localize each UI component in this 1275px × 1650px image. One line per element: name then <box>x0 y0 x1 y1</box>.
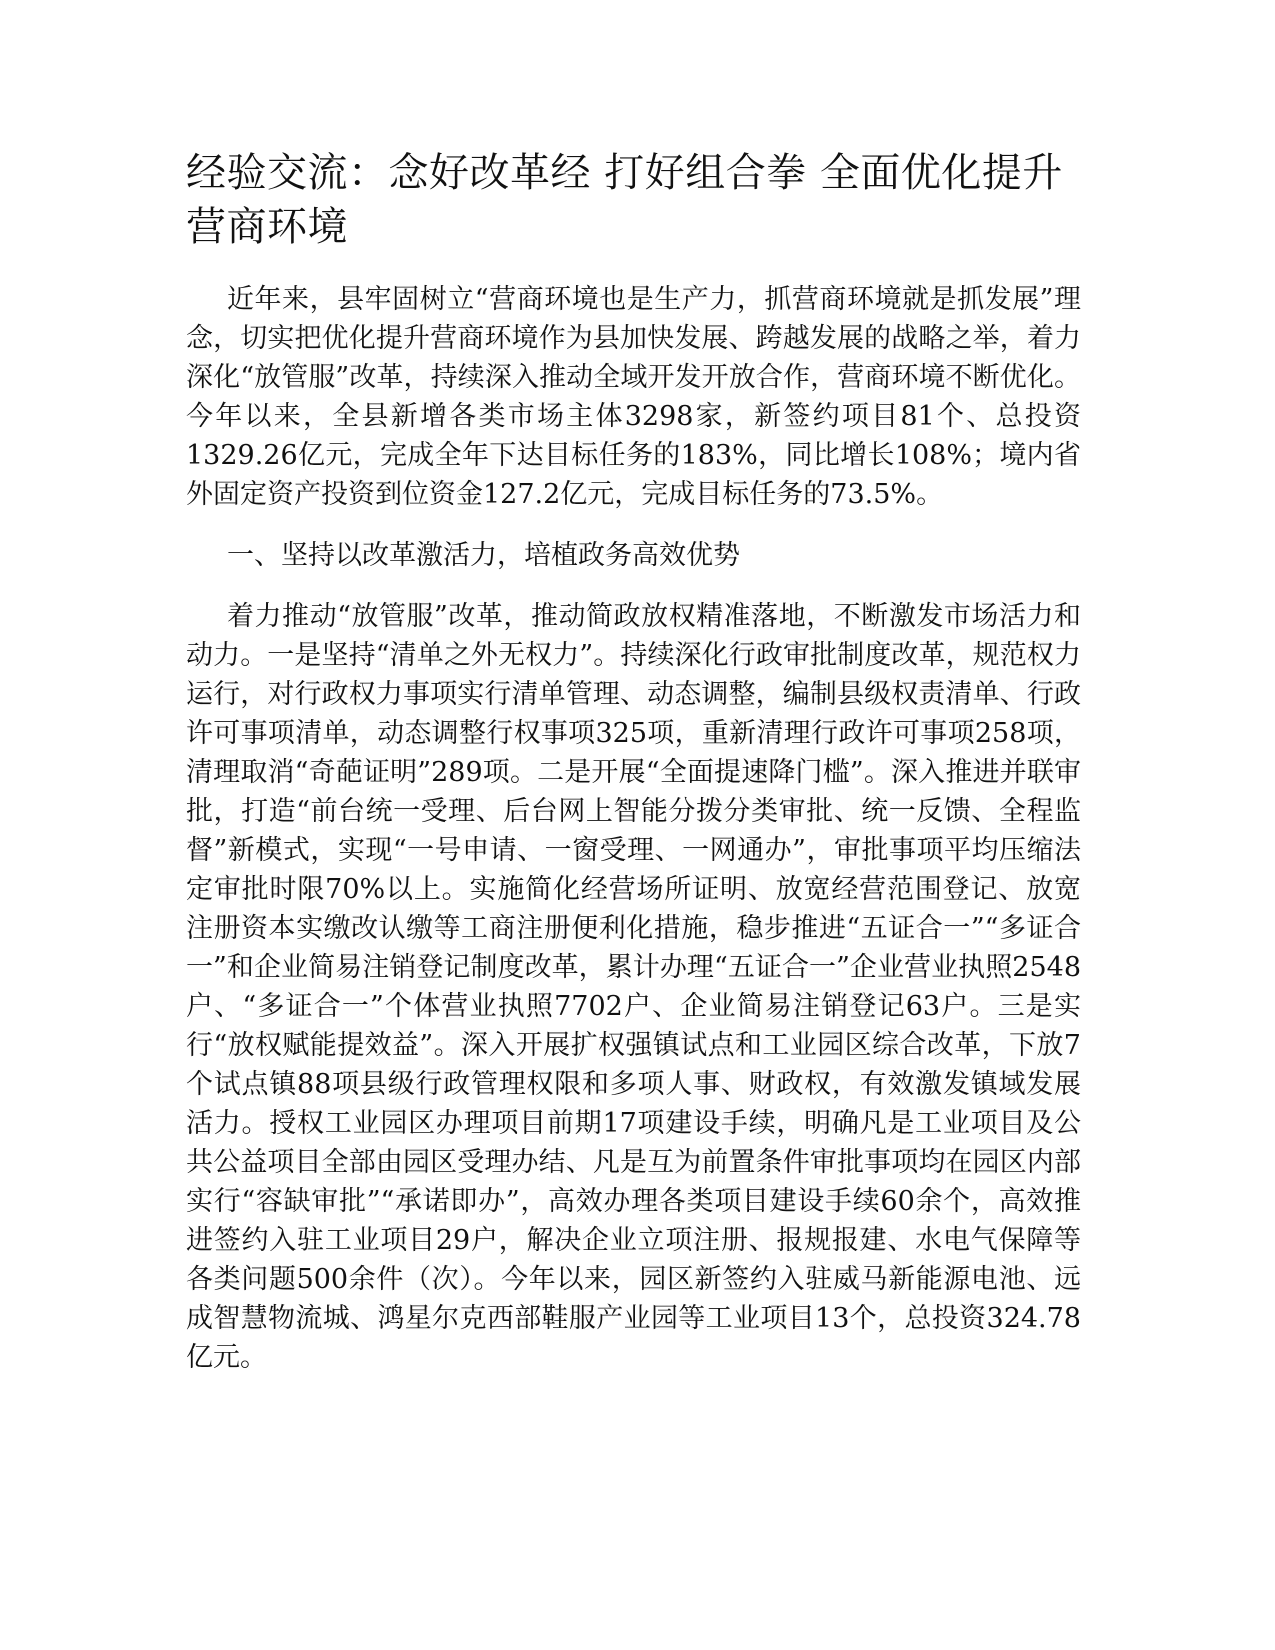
intro-paragraph: 近年来，县牢固树立“营商环境也是生产力，抓营商环境就是抓发展”理念，切实把优化提升营商环境作为县加快发展、跨越发展的战略之举，着力深化“放管服”改革，持续深入推动全域开发开放合作，营商环境不断优化。今年以来，全县新增各类市场主体3298家，新签约项目81个、总投资1329.26亿元，完成全年下达目标任务的183%，同比增长108%；境内省外固定资产投资到位资金127.2亿元，完成目标任务的73.5%。 <box>186 284 1081 510</box>
section-heading: 一、坚持以改革激活力，培植政务高效优势 <box>227 540 740 571</box>
document-page <box>186 146 1081 1377</box>
body-paragraph: 着力推动“放管服”改革，推动简政放权精准落地，不断激发市场活力和动力。一是坚持“清单之外无权力”。持续深化行政审批制度改革，规范权力运行，对行政权力事项实行清单管理、动态调整，编制县级权责清单、行政许可事项清单，动态调整行权事项325项，重新清理行政许可事项258项，清理取消“奇葩证明”289项。二是开展“全面提速降门槛”。深入推进并联审批，打造“前台统一受理、后台网上智能分拨分类审批、统一反馈、全程监督”新模式，实现“一号申请、一窗受理、一网通办”，审批事项平均压缩法定审批时限70%以上。实施简化经营场所证明、放宽经营范围登记、放宽注册资本实缴改认缴等工商注册便利化措施，稳步推进“五证合一”“多证合一”和企业简易注销登记制度改革，累计办理“五证合一”企业营业执照2548户、“多证合一”个体营业执照7702户、企业简易注销登记63户。三是实行“放权赋能提效益”。深入开展扩权强镇试点和工业园区综合改革，下放7个试点镇88项县级行政管理权限和多项人事、财政权，有效激发镇域发展活力。授权工业园区办理项目前期17项建设手续，明确凡是工业项目及公共公益项目全部由园区受理办结、凡是互为前置条件审批事项均在园区内部实行“容缺审批”“承诺即办”，高效办理各类项目建设手续60余个，高效推进签约入驻工业项目29户，解决企业立项注册、报规报建、水电气保障等各类问题500余件（次）。今年以来，园区新签约入驻威马新能源电池、远成智慧物流城、鸿星尔克西部鞋服产业园等工业项目13个，总投资324.78亿元。 <box>186 601 1081 1373</box>
document-title: 经验交流：念好改革经 打好组合拳 全面优化提升营商环境 <box>186 150 1063 250</box>
